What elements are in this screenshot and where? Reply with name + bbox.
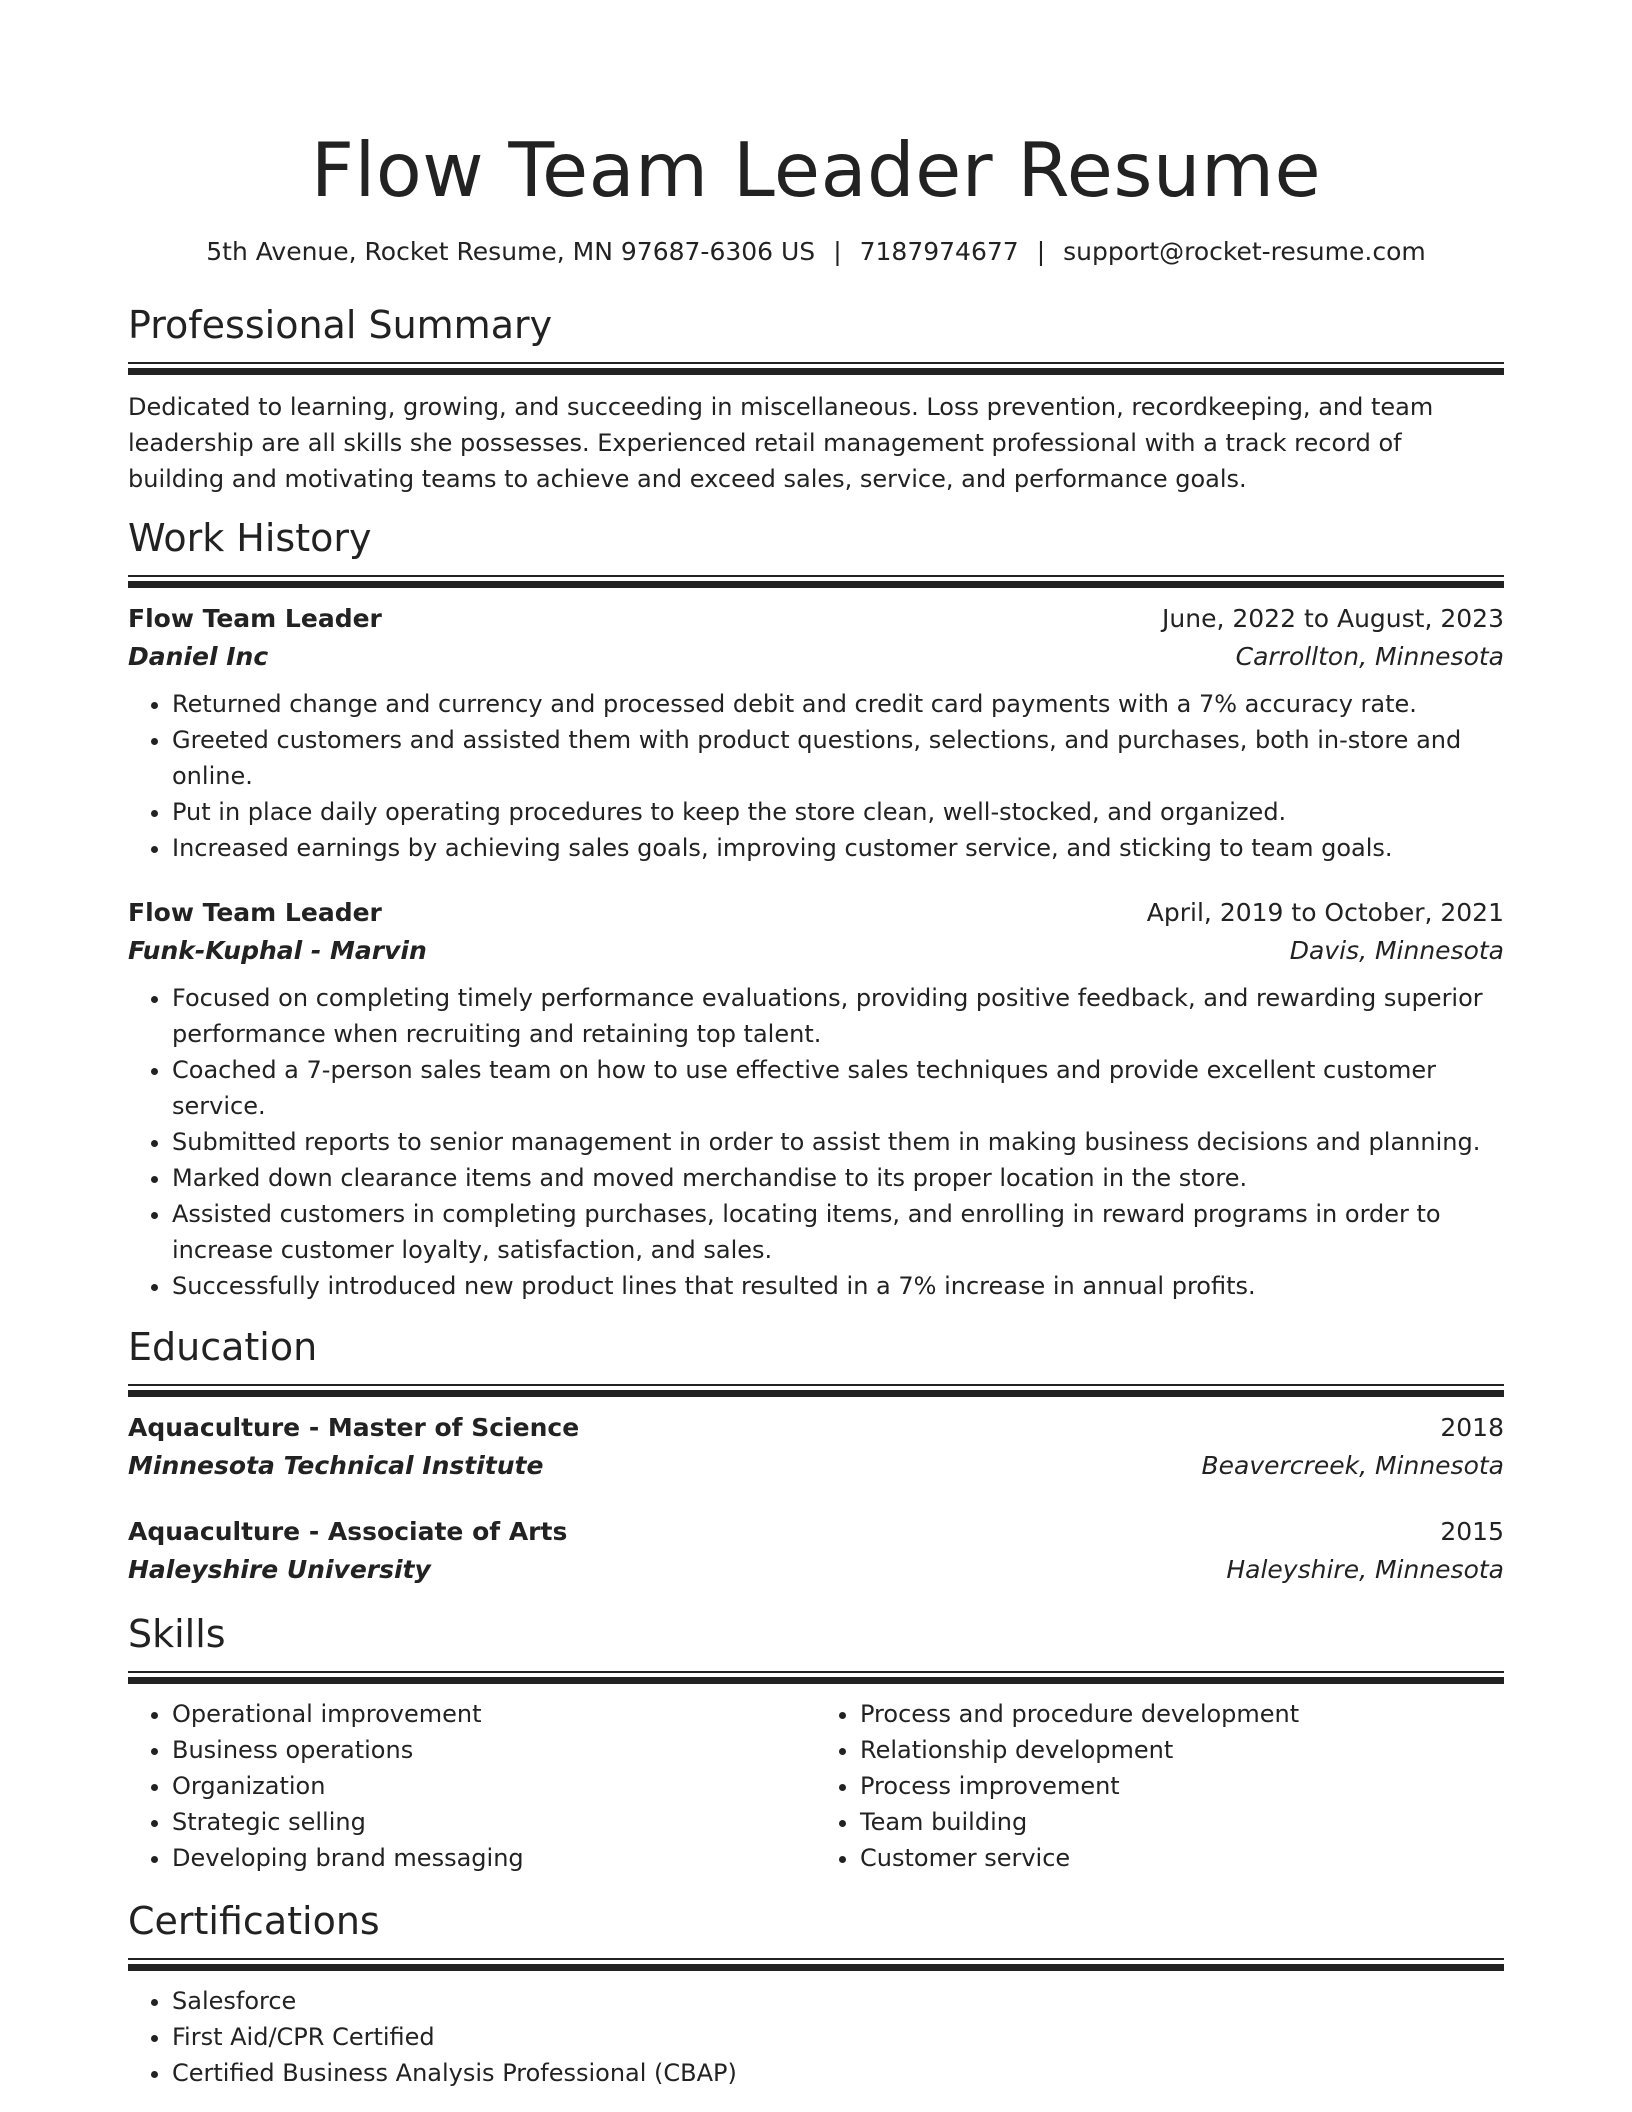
education-entry xyxy=(128,1409,1504,1485)
job-dates: June, 2022 to August, 2023 xyxy=(1162,604,1504,633)
job-entry xyxy=(128,600,1504,866)
list-item: • Business operations xyxy=(172,1732,816,1768)
education-year: 2015 xyxy=(1440,1517,1504,1546)
list-item: • Process and procedure development xyxy=(860,1696,1504,1732)
list-item: • Customer service xyxy=(860,1840,1504,1876)
contact-separator: | xyxy=(1036,237,1046,266)
list-item: • First Aid/CPR Certified xyxy=(172,2019,1504,2055)
education-degree: Aquaculture - Associate of Arts xyxy=(128,1517,568,1546)
job-title: Flow Team Leader xyxy=(128,604,382,633)
resume-title: Flow Team Leader Resume xyxy=(310,126,1322,214)
list-item: • Increased earnings by achieving sales goals, improving customer service, and sticking to team goals. xyxy=(172,830,1504,866)
job-location: Carrollton, Minnesota xyxy=(1235,642,1504,671)
list-item: • Salesforce xyxy=(172,1983,1504,2019)
summary-section xyxy=(128,302,1504,497)
education-year: 2018 xyxy=(1440,1413,1504,1442)
education-section xyxy=(128,1324,1504,1589)
job-bullets xyxy=(128,686,1504,866)
job-bullets xyxy=(128,980,1504,1304)
job-dates: April, 2019 to October, 2021 xyxy=(1146,898,1504,927)
section-divider xyxy=(128,362,1504,375)
list-item: • Developing brand messaging xyxy=(172,1840,816,1876)
list-item: • Marked down clearance items and moved merchandise to its proper location in the store. xyxy=(172,1160,1504,1196)
section-heading-work-history: Work History xyxy=(128,516,372,560)
job-company: Funk-Kuphal - Marvin xyxy=(128,936,427,965)
list-item: • Strategic selling xyxy=(172,1804,816,1840)
resume-page xyxy=(128,0,1504,2091)
skills-section xyxy=(128,1611,1504,1876)
section-divider xyxy=(128,1958,1504,1971)
contact-address: 5th Avenue, Rocket Resume, MN 97687-6306 US xyxy=(206,237,816,266)
contact-line xyxy=(128,236,1504,268)
skills-column-left xyxy=(128,1696,816,1876)
certifications-list xyxy=(128,1983,1504,2091)
education-entry xyxy=(128,1513,1504,1589)
education-school: Haleyshire University xyxy=(128,1555,431,1584)
list-item: • Organization xyxy=(172,1768,816,1804)
work-history-section xyxy=(128,515,1504,1304)
certifications-section xyxy=(128,1898,1504,2091)
list-item: • Assisted customers in completing purchases, locating items, and enrolling in reward programs in order to increase customer loyalty, satisfaction, and sales. xyxy=(172,1196,1504,1268)
list-item: • Team building xyxy=(860,1804,1504,1840)
job-title: Flow Team Leader xyxy=(128,898,382,927)
skills-grid xyxy=(128,1696,1504,1876)
section-divider xyxy=(128,575,1504,588)
list-item: • Relationship development xyxy=(860,1732,1504,1768)
list-item: • Returned change and currency and processed debit and credit card payments with a 7% accuracy rate. xyxy=(172,686,1504,722)
list-item: • Submitted reports to senior management in order to assist them in making business decisions and planning. xyxy=(172,1124,1504,1160)
list-item: • Greeted customers and assisted them with product questions, selections, and purchases, both in-store and online. xyxy=(172,722,1504,794)
list-item: • Successfully introduced new product lines that resulted in a 7% increase in annual profits. xyxy=(172,1268,1504,1304)
section-divider xyxy=(128,1384,1504,1397)
section-divider xyxy=(128,1671,1504,1684)
skills-column-right xyxy=(816,1696,1504,1876)
education-school: Minnesota Technical Institute xyxy=(128,1451,544,1480)
list-item: • Put in place daily operating procedures to keep the store clean, well-stocked, and organized. xyxy=(172,794,1504,830)
section-heading-education: Education xyxy=(128,1325,318,1369)
section-heading-certifications: Certifications xyxy=(128,1899,380,1943)
job-entry xyxy=(128,894,1504,1304)
contact-separator: | xyxy=(833,237,842,266)
job-company: Daniel Inc xyxy=(128,642,269,671)
education-location: Beavercreek, Minnesota xyxy=(1201,1451,1504,1480)
contact-phone: 7187974677 xyxy=(859,237,1019,266)
contact-email: support@rocket-resume.com xyxy=(1063,237,1426,266)
section-heading-skills: Skills xyxy=(128,1612,226,1656)
education-location: Haleyshire, Minnesota xyxy=(1226,1555,1504,1584)
list-item: • Focused on completing timely performance evaluations, providing positive feedback, and rewarding superior performance when recruiting and retaining top talent. xyxy=(172,980,1504,1052)
education-degree: Aquaculture - Master of Science xyxy=(128,1413,580,1442)
list-item: • Operational improvement xyxy=(172,1696,816,1732)
section-heading-summary: Professional Summary xyxy=(128,303,553,347)
job-location: Davis, Minnesota xyxy=(1289,936,1504,965)
list-item: • Coached a 7-person sales team on how to use effective sales techniques and provide excellent customer service. xyxy=(172,1052,1504,1124)
summary-text: Dedicated to learning, growing, and succeeding in miscellaneous. Loss prevention, recordkeeping, and team leadership are all skills she possesses. Experienced retail management professional with a track record of building and motivating teams to achieve and exceed sales, service, and performance goals. xyxy=(128,393,1434,493)
list-item: • Certified Business Analysis Professional (CBAP) xyxy=(172,2055,1504,2091)
list-item: • Process improvement xyxy=(860,1768,1504,1804)
